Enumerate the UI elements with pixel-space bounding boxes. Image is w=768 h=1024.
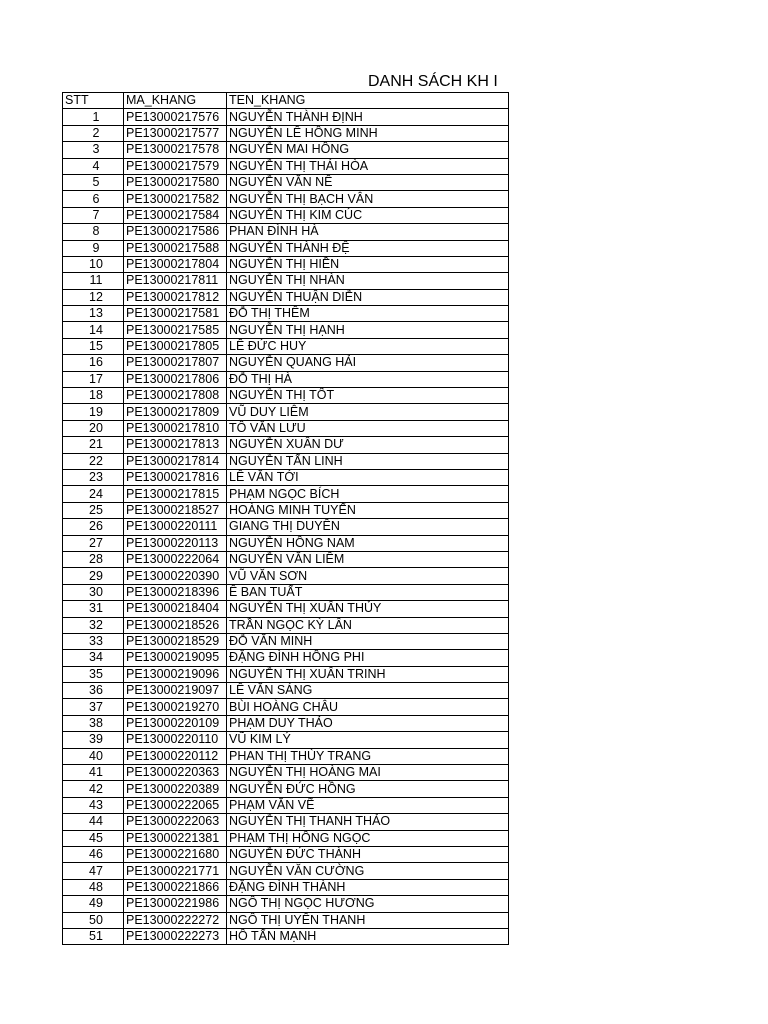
cell-ten-khang: LÊ VĂN SÁNG: [227, 683, 509, 699]
cell-stt: 42: [63, 781, 124, 797]
cell-stt: 50: [63, 912, 124, 928]
header-stt: STT: [63, 93, 124, 109]
table-row: [63, 289, 509, 305]
header-ten-khang: TEN_KHANG: [227, 93, 509, 109]
cell-ten-khang: PHAN THỊ THÙY TRANG: [227, 748, 509, 764]
cell-ten-khang: ĐỖ THỊ THÊM: [227, 306, 509, 322]
cell-ten-khang: PHẠM DUY THẢO: [227, 715, 509, 731]
table-row: [63, 371, 509, 387]
cell-ma-khang: PE13000217805: [124, 338, 227, 354]
table-row: [63, 404, 509, 420]
cell-ma-khang: PE13000220109: [124, 715, 227, 731]
table-row: [63, 650, 509, 666]
cell-ma-khang: PE13000219270: [124, 699, 227, 715]
table-row: [63, 568, 509, 584]
cell-ma-khang: PE13000219096: [124, 666, 227, 682]
cell-ma-khang: PE13000221381: [124, 830, 227, 846]
cell-stt: 8: [63, 224, 124, 240]
cell-ten-khang: NGUYỄN ĐỨC THÀNH: [227, 846, 509, 862]
cell-ten-khang: NGUYỄN VĂN CƯỜNG: [227, 863, 509, 879]
cell-stt: 38: [63, 715, 124, 731]
cell-ma-khang: PE13000217584: [124, 207, 227, 223]
cell-ten-khang: NGUYỄN THỊ XUÂN THỦY: [227, 601, 509, 617]
cell-stt: 15: [63, 338, 124, 354]
table-row: [63, 322, 509, 338]
cell-ma-khang: PE13000218526: [124, 617, 227, 633]
cell-stt: 20: [63, 420, 124, 436]
cell-stt: 44: [63, 814, 124, 830]
cell-ten-khang: GIANG THỊ DUYÊN: [227, 519, 509, 535]
table-row: [63, 814, 509, 830]
table-row: [63, 158, 509, 174]
cell-stt: 14: [63, 322, 124, 338]
cell-ma-khang: PE13000217815: [124, 486, 227, 502]
table-row: [63, 879, 509, 895]
table-row: [63, 224, 509, 240]
cell-stt: 25: [63, 502, 124, 518]
cell-stt: 1: [63, 109, 124, 125]
cell-ten-khang: NGUYỄN THỊ XUÂN TRINH: [227, 666, 509, 682]
cell-stt: 49: [63, 896, 124, 912]
cell-ma-khang: PE13000217580: [124, 174, 227, 190]
cell-stt: 18: [63, 388, 124, 404]
cell-ten-khang: NGUYỄN XUÂN DƯ: [227, 437, 509, 453]
cell-stt: 45: [63, 830, 124, 846]
table-row: [63, 519, 509, 535]
cell-ma-khang: PE13000217809: [124, 404, 227, 420]
cell-ten-khang: HOÀNG MINH TUYẾN: [227, 502, 509, 518]
cell-ma-khang: PE13000217582: [124, 191, 227, 207]
cell-ma-khang: PE13000217588: [124, 240, 227, 256]
cell-ma-khang: PE13000217812: [124, 289, 227, 305]
cell-ma-khang: PE13000217807: [124, 355, 227, 371]
cell-ten-khang: TÔ VĂN LƯU: [227, 420, 509, 436]
cell-ma-khang: PE13000217808: [124, 388, 227, 404]
cell-ten-khang: VŨ VĂN SƠN: [227, 568, 509, 584]
cell-ma-khang: PE13000217581: [124, 306, 227, 322]
cell-ma-khang: PE13000218396: [124, 584, 227, 600]
table-row: [63, 683, 509, 699]
cell-ma-khang: PE13000218404: [124, 601, 227, 617]
cell-ma-khang: PE13000220111: [124, 519, 227, 535]
table-row: [63, 584, 509, 600]
sheet-title: DANH SÁCH KH I: [368, 73, 498, 90]
cell-ma-khang: PE13000217811: [124, 273, 227, 289]
cell-stt: 35: [63, 666, 124, 682]
cell-ma-khang: PE13000218529: [124, 633, 227, 649]
cell-ten-khang: PHẠM THỊ HỒNG NGỌC: [227, 830, 509, 846]
cell-ten-khang: ĐẶNG ĐÌNH HỒNG PHI: [227, 650, 509, 666]
cell-ma-khang: PE13000220110: [124, 732, 227, 748]
cell-ten-khang: NGUYỄN LÊ HỒNG MINH: [227, 125, 509, 141]
table-row: [63, 912, 509, 928]
cell-ma-khang: PE13000217579: [124, 158, 227, 174]
header-row: [63, 93, 509, 109]
cell-ma-khang: PE13000220112: [124, 748, 227, 764]
table-row: [63, 142, 509, 158]
cell-ten-khang: VŨ KIM LÝ: [227, 732, 509, 748]
cell-ten-khang: BÙI HOÀNG CHÂU: [227, 699, 509, 715]
cell-stt: 17: [63, 371, 124, 387]
cell-ma-khang: PE13000217576: [124, 109, 227, 125]
cell-ten-khang: NGUYỄN THỊ NHÀN: [227, 273, 509, 289]
cell-ten-khang: PHẠM VĂN VẼ: [227, 797, 509, 813]
table-row: [63, 797, 509, 813]
cell-ten-khang: NGUYỄN VĂN LIÊM: [227, 551, 509, 567]
table-row: [63, 765, 509, 781]
cell-ten-khang: NGUYỄN THỊ KIM CÚC: [227, 207, 509, 223]
table-row: [63, 896, 509, 912]
cell-stt: 3: [63, 142, 124, 158]
cell-ten-khang: PHAN ĐÌNH HÀ: [227, 224, 509, 240]
cell-ma-khang: PE13000221866: [124, 879, 227, 895]
table-row: [63, 338, 509, 354]
cell-stt: 6: [63, 191, 124, 207]
cell-stt: 27: [63, 535, 124, 551]
cell-ma-khang: PE13000220389: [124, 781, 227, 797]
cell-ten-khang: NGUYỄN THỊ HIỀN: [227, 256, 509, 272]
table-row: [63, 715, 509, 731]
table-row: [63, 125, 509, 141]
cell-ten-khang: NGÔ THỊ UYÊN THANH: [227, 912, 509, 928]
cell-ma-khang: PE13000222064: [124, 551, 227, 567]
table-row: [63, 699, 509, 715]
cell-stt: 10: [63, 256, 124, 272]
cell-ma-khang: PE13000222272: [124, 912, 227, 928]
cell-ten-khang: NGUYỄN VĂN NÊ: [227, 174, 509, 190]
cell-stt: 51: [63, 928, 124, 944]
cell-ma-khang: PE13000217813: [124, 437, 227, 453]
cell-ten-khang: NGUYỄN THỊ HOÀNG MAI: [227, 765, 509, 781]
table-row: [63, 863, 509, 879]
cell-ten-khang: NGUYỄN THÀNH ĐỊNH: [227, 109, 509, 125]
cell-ten-khang: NGUYỄN THỊ THÁI HÒA: [227, 158, 509, 174]
table-row: [63, 240, 509, 256]
table-row: [63, 846, 509, 862]
cell-stt: 41: [63, 765, 124, 781]
table-row: [63, 601, 509, 617]
cell-stt: 11: [63, 273, 124, 289]
table-row: [63, 486, 509, 502]
cell-stt: 30: [63, 584, 124, 600]
customer-table: [62, 92, 509, 945]
cell-stt: 5: [63, 174, 124, 190]
cell-ten-khang: ĐỖ VĂN MINH: [227, 633, 509, 649]
table-row: [63, 109, 509, 125]
table-row: [63, 633, 509, 649]
table-row: [63, 273, 509, 289]
cell-stt: 47: [63, 863, 124, 879]
cell-stt: 32: [63, 617, 124, 633]
cell-stt: 23: [63, 469, 124, 485]
table-row: [63, 191, 509, 207]
cell-stt: 12: [63, 289, 124, 305]
table-row: [63, 502, 509, 518]
table-row: [63, 207, 509, 223]
table-row: [63, 256, 509, 272]
cell-ten-khang: NGUYỄN THỊ THANH THẢO: [227, 814, 509, 830]
cell-ten-khang: NGUYỄN THỊ BẠCH VÂN: [227, 191, 509, 207]
cell-stt: 9: [63, 240, 124, 256]
cell-ma-khang: PE13000222273: [124, 928, 227, 944]
cell-ma-khang: PE13000219097: [124, 683, 227, 699]
cell-ten-khang: Ê BAN TUẤT: [227, 584, 509, 600]
cell-ten-khang: NGUYỄN THỊ TỐT: [227, 388, 509, 404]
cell-ma-khang: PE13000217585: [124, 322, 227, 338]
cell-ma-khang: PE13000217810: [124, 420, 227, 436]
table-row: [63, 420, 509, 436]
table-row: [63, 617, 509, 633]
cell-ten-khang: NGUYỄN HỒNG NAM: [227, 535, 509, 551]
cell-stt: 40: [63, 748, 124, 764]
cell-ma-khang: PE13000217814: [124, 453, 227, 469]
table-row: [63, 388, 509, 404]
table-row: [63, 551, 509, 567]
cell-ten-khang: NGUYỄN THÀNH ĐỆ: [227, 240, 509, 256]
cell-stt: 19: [63, 404, 124, 420]
cell-ten-khang: NGUYỄN THUẬN DIỄN: [227, 289, 509, 305]
table-row: [63, 469, 509, 485]
cell-stt: 48: [63, 879, 124, 895]
cell-ten-khang: ĐẶNG ĐÌNH THÀNH: [227, 879, 509, 895]
cell-ma-khang: PE13000221680: [124, 846, 227, 862]
table-row: [63, 748, 509, 764]
cell-ma-khang: PE13000221986: [124, 896, 227, 912]
cell-stt: 31: [63, 601, 124, 617]
cell-ma-khang: PE13000220363: [124, 765, 227, 781]
cell-stt: 22: [63, 453, 124, 469]
cell-ma-khang: PE13000221771: [124, 863, 227, 879]
cell-ma-khang: PE13000222065: [124, 797, 227, 813]
cell-stt: 33: [63, 633, 124, 649]
table-row: [63, 732, 509, 748]
cell-stt: 43: [63, 797, 124, 813]
cell-ten-khang: NGUYỄN TẤN LINH: [227, 453, 509, 469]
cell-stt: 37: [63, 699, 124, 715]
cell-stt: 21: [63, 437, 124, 453]
table-row: [63, 306, 509, 322]
cell-stt: 39: [63, 732, 124, 748]
cell-stt: 7: [63, 207, 124, 223]
cell-stt: 28: [63, 551, 124, 567]
cell-stt: 16: [63, 355, 124, 371]
cell-stt: 13: [63, 306, 124, 322]
cell-stt: 26: [63, 519, 124, 535]
cell-stt: 34: [63, 650, 124, 666]
table-row: [63, 174, 509, 190]
cell-ma-khang: PE13000217804: [124, 256, 227, 272]
cell-ten-khang: HỒ TẤN MẠNH: [227, 928, 509, 944]
cell-ten-khang: NGÔ THỊ NGỌC HƯƠNG: [227, 896, 509, 912]
table-row: [63, 928, 509, 944]
cell-ma-khang: PE13000220113: [124, 535, 227, 551]
cell-ten-khang: TRẦN NGỌC KỲ LÂN: [227, 617, 509, 633]
cell-stt: 4: [63, 158, 124, 174]
table-row: [63, 437, 509, 453]
table-row: [63, 535, 509, 551]
cell-ma-khang: PE13000222063: [124, 814, 227, 830]
cell-ten-khang: NGUYỄN MAI HỒNG: [227, 142, 509, 158]
table-row: [63, 830, 509, 846]
cell-ten-khang: NGUYỄN THỊ HẠNH: [227, 322, 509, 338]
cell-stt: 2: [63, 125, 124, 141]
cell-stt: 29: [63, 568, 124, 584]
cell-ma-khang: PE13000217806: [124, 371, 227, 387]
cell-ten-khang: LÊ VĂN TỚI: [227, 469, 509, 485]
cell-stt: 36: [63, 683, 124, 699]
table-row: [63, 355, 509, 371]
table-body: [63, 109, 509, 945]
table-row: [63, 666, 509, 682]
cell-stt: 24: [63, 486, 124, 502]
cell-ma-khang: PE13000220390: [124, 568, 227, 584]
cell-ma-khang: PE13000218527: [124, 502, 227, 518]
cell-ten-khang: PHẠM NGỌC BÍCH: [227, 486, 509, 502]
cell-ten-khang: VŨ DUY LIÊM: [227, 404, 509, 420]
cell-ten-khang: ĐỖ THỊ HÀ: [227, 371, 509, 387]
table-row: [63, 781, 509, 797]
cell-ten-khang: NGUYỄN ĐỨC HỒNG: [227, 781, 509, 797]
cell-ma-khang: PE13000217586: [124, 224, 227, 240]
cell-ma-khang: PE13000219095: [124, 650, 227, 666]
cell-ma-khang: PE13000217577: [124, 125, 227, 141]
table-row: [63, 453, 509, 469]
cell-ma-khang: PE13000217578: [124, 142, 227, 158]
header-ma-khang: MA_KHANG: [124, 93, 227, 109]
cell-ma-khang: PE13000217816: [124, 469, 227, 485]
cell-ten-khang: LÊ ĐỨC HUY: [227, 338, 509, 354]
cell-stt: 46: [63, 846, 124, 862]
cell-ten-khang: NGUYỄN QUANG HẢI: [227, 355, 509, 371]
